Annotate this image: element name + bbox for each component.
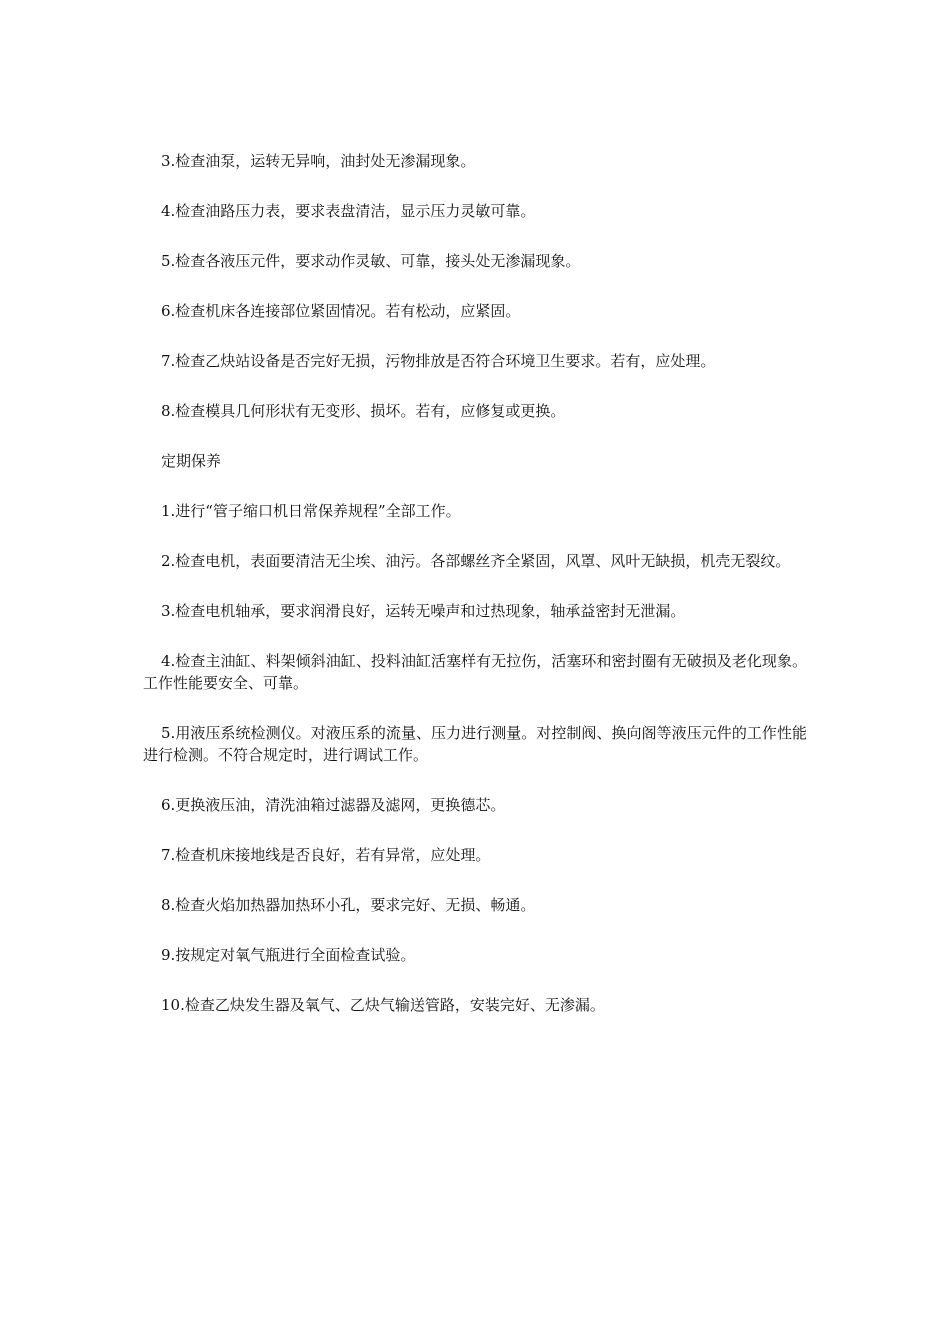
paragraph-daily-7: 7.检查乙炔站设备是否完好无损，污物排放是否符合环境卫生要求。若有，应处理。 <box>161 352 716 370</box>
paragraph-periodic-2: 2.检查电机，表面要清洁无尘埃、油污。各部螺丝齐全紧固，风罩、风叶无缺损，机壳无裂纹。 <box>161 552 791 570</box>
paragraph-periodic-4: 4.检查主油缸、料架倾斜油缸、投料油缸活塞样有无拉伤，活塞环和密封圈有无破损及老化现象。工作性能要安全、可靠。 <box>143 652 807 692</box>
paragraph-periodic-1: 1.进行“管子缩口机日常保养规程”全部工作。 <box>161 502 461 520</box>
paragraph-periodic-6: 6.更换液压油，清洗油箱过滤器及滤网，更换德芯。 <box>161 796 506 814</box>
paragraph-periodic-7: 7.检查机床接地线是否良好，若有异常，应处理。 <box>161 846 491 864</box>
paragraph-daily-3: 3.检查油泵，运转无异响，油封处无渗漏现象。 <box>161 152 476 170</box>
paragraph-periodic-10: 10.检查乙炔发生器及氧气、乙炔气输送管路，安装完好、无渗漏。 <box>161 996 605 1014</box>
paragraph-periodic-9: 9.按规定对氧气瓶进行全面检查试验。 <box>161 946 416 964</box>
paragraph-periodic-3: 3.检查电机轴承，要求润滑良好，运转无噪声和过热现象，轴承益密封无泄漏。 <box>161 602 686 620</box>
section-heading-periodic-maintenance: 定期保养 <box>161 452 222 470</box>
paragraph-daily-8: 8.检查模具几何形状有无变形、损坏。若有，应修复或更换。 <box>161 402 566 420</box>
paragraph-periodic-5: 5.用液压系统检测仪。对液压系的流量、压力进行测量。对控制阀、换向阁等液压元件的工作性能进行检测。不符合规定时，进行调试工作。 <box>143 724 807 764</box>
document-body <box>143 150 807 1044</box>
paragraph-daily-4: 4.检查油路压力表，要求表盘清洁，显示压力灵敏可靠。 <box>161 202 536 220</box>
paragraph-daily-6: 6.检查机床各连接部位紧固情况。若有松动，应紧固。 <box>161 302 521 320</box>
paragraph-periodic-8: 8.检查火焰加热器加热环小孔，要求完好、无损、畅通。 <box>161 896 536 914</box>
paragraph-daily-5: 5.检查各液压元件，要求动作灵敏、可靠，接头处无渗漏现象。 <box>161 252 581 270</box>
